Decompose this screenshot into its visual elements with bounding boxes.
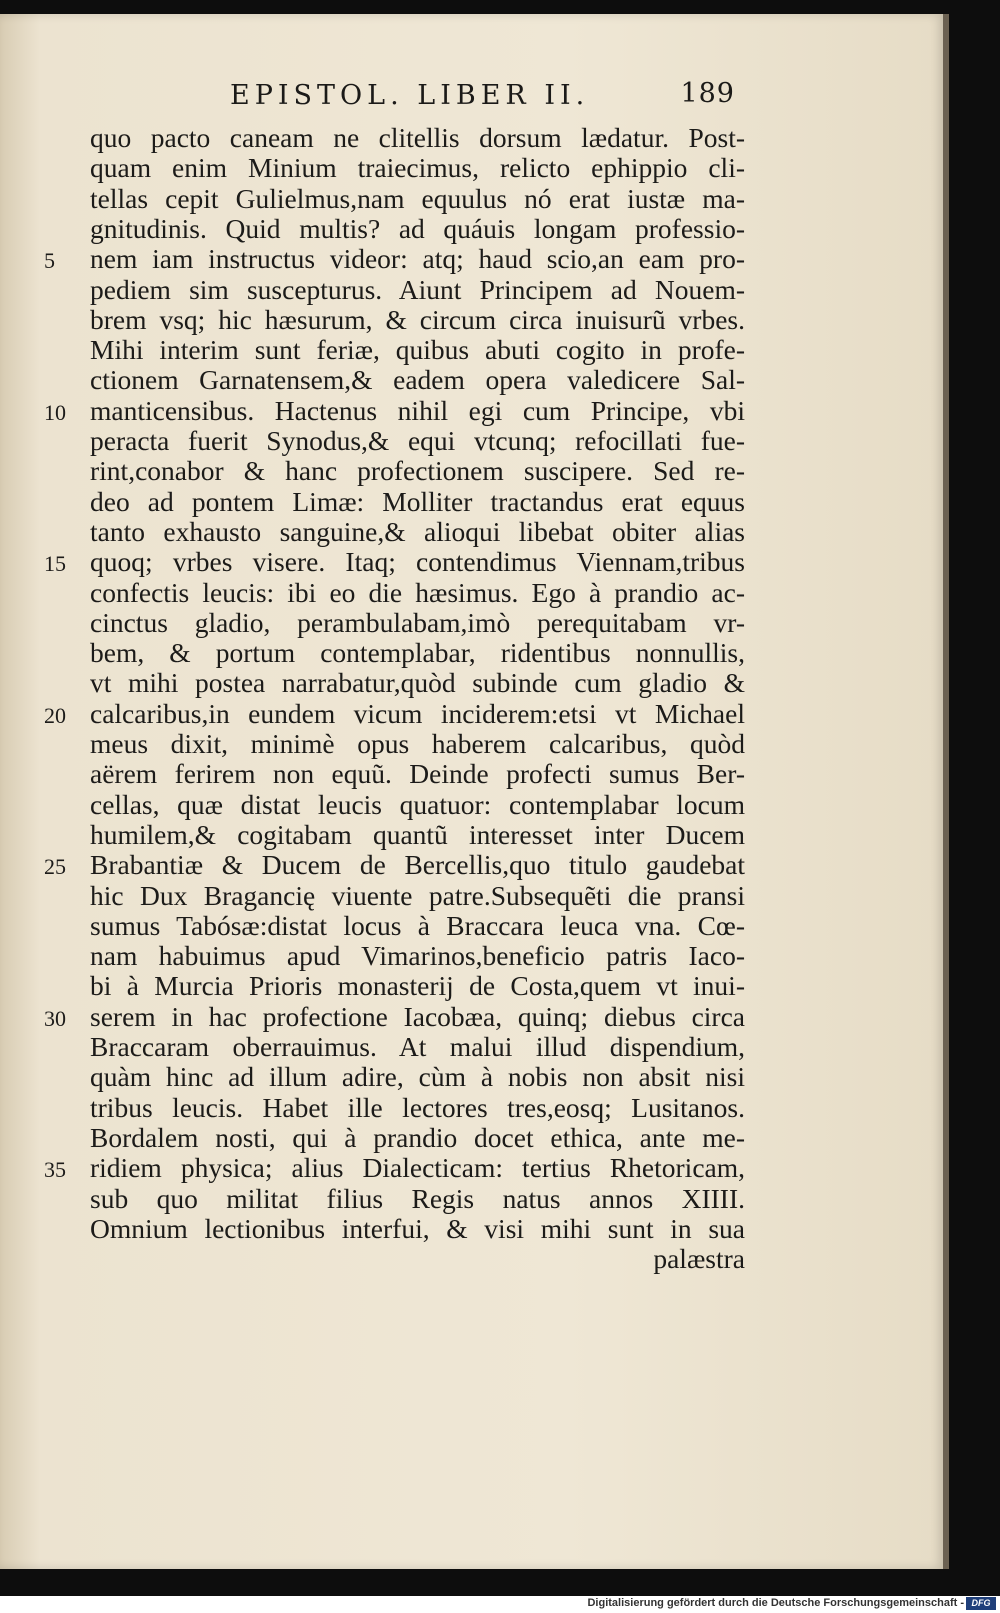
text-line: quam enim Minium traiecimus, relicto ephippio cli- [90,152,745,184]
text-line: nem iam instructus videor: atq; haud scio,an eam pro- [90,243,745,275]
running-head: EPISTOL. LIBER II. [230,80,590,111]
text-line: confectis leucis: ibi eo die hæsimus. Ego à prandio ac- [90,576,745,608]
text-line: ctionem Garnatensem,& eadem opera valedicere Sal- [90,364,745,396]
line-number: 25 [44,854,66,880]
page-edge [943,14,949,1569]
line-number: 5 [44,248,55,274]
text-line: Braccaram oberrauimus. At malui illud dispendium, [90,1031,745,1062]
line-number: 35 [44,1157,66,1183]
page-number: 189 [680,78,735,109]
text-line: Omnium lectionibus interfui, & visi mihi sunt in sua [90,1212,745,1244]
text-line: Bordalem nosti, qui à prandio docet ethica, ante me- [90,1121,745,1153]
text-line: humilem,& cogitabam quantũ interesset inter Ducem [90,818,745,850]
text-line: meus dixit, minimè opus haberem calcaribus, quòd [90,728,745,759]
text-line: Brabantiæ & Ducem de Bercellis,quo titulo gaudebat [90,849,745,881]
catchword: palæstra [653,1243,745,1275]
text-line: tanto exhausto sanguine,& alioqui libebat obiter alias [90,515,745,547]
text-line: cinctus gladio, perambulabam,imò perequitabam vr- [90,606,745,638]
text-line: pediem sim suscepturus. Aiunt Principem ad Nouem- [90,273,745,305]
text-line: Mihi interim sunt feriæ, quibus abuti cogito in profe- [90,334,745,366]
text-line: quoq; vrbes visere. Itaq; contendimus Viennam,tribus [90,546,745,578]
text-line: aërem ferirem non equũ. Deinde profecti sumus Ber- [90,758,745,790]
funding-credit: Digitalisierung gefördert durch die Deutsche Forschungsgemeinschaft - [587,1597,964,1609]
text-line: serem in hac profectione Iacobæa, quinq; diebus circa [90,1000,745,1032]
text-line: brem vsq; hic hæsurum, & circum circa inuisurũ vrbes. [90,303,745,335]
line-number: 10 [44,399,66,425]
text-line: calcaribus,in eundem vicum inciderem:etsi vt Michael [90,697,745,729]
text-line: nam habuimus apud Vimarinos,beneficio patris Iaco- [90,940,745,972]
text-line: ridiem physica; alius Dialecticam: tertius Rhetoricam, [90,1152,745,1184]
text-line: cellas, quæ distat leucis quatuor: contemplabar locum [90,788,745,820]
text-line: quo pacto caneam ne clitellis dorsum lædatur. Post- [90,122,745,153]
dfg-logo: DFG [966,1597,996,1610]
page-header [215,80,735,120]
text-line: bi à Murcia Prioris monasterij de Costa,quem vt inui- [90,970,745,1002]
line-number: 15 [44,551,66,577]
text-line: deo ad pontem Limæ: Molliter tractandus erat equus [90,485,745,517]
text-line: rint,conabor & hanc profectionem suscipere. Sed re- [90,455,745,487]
text-line: quàm hinc ad illum adire, cùm à nobis non absit nisi [90,1061,745,1093]
text-line: manticensibus. Hactenus nihil egi cum Principe, vbi [90,394,745,426]
text-line: sumus Tabósæ:distat locus à Braccara leuca vna. Cœ- [90,909,745,941]
line-number: 20 [44,702,66,728]
text-line: peracta fuerit Synodus,& equi vtcunq; refocillati fue- [90,425,745,456]
line-number: 30 [44,1005,66,1031]
text-line: hic Dux Bragancię viuente patre.Subsequẽti die pransi [90,879,745,911]
text-line: tribus leucis. Habet ille lectores tres,eosq; Lusitanos. [90,1091,745,1123]
text-line: sub quo militat filius Regis natus annos XIIII. [90,1182,745,1214]
text-line: bem, & portum contemplabar, ridentibus nonnullis, [90,637,745,669]
text-line: tellas cepit Gulielmus,nam equulus nó erat iustæ ma- [90,182,745,214]
text-line: gnitudinis. Quid multis? ad quáuis longam professio- [90,212,745,244]
text-line: vt mihi postea narrabatur,quòd subinde cum gladio & [90,667,745,699]
